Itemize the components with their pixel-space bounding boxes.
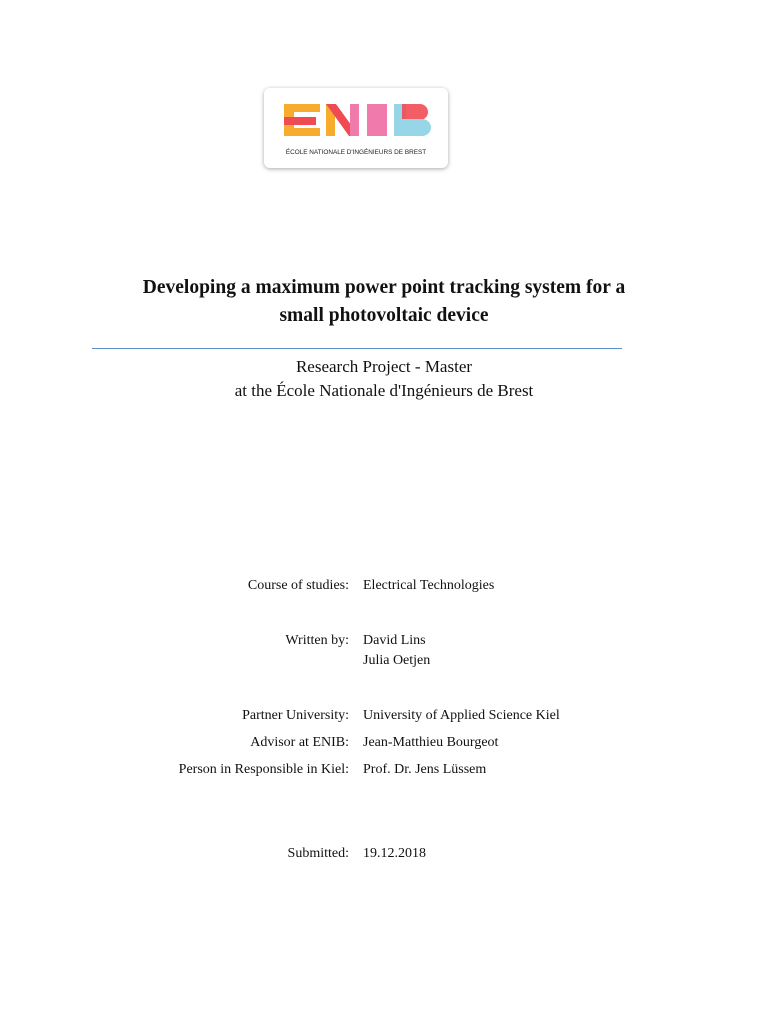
advisor-label: Advisor at ENIB:: [250, 735, 349, 750]
submitted-row: [60, 844, 708, 866]
partner-label: Partner University:: [242, 708, 349, 723]
subtitle-line-2: at the École Nationale d'Ingénieurs de Brest: [234, 381, 534, 400]
written-by-row-2: [60, 651, 708, 673]
course-value: Electrical Technologies: [363, 578, 495, 593]
written-by-label: Written by:: [285, 633, 349, 648]
partner-row: [60, 706, 708, 728]
document-title-line-1: Developing a maximum power point tracking system for a: [142, 277, 626, 298]
course-row: [60, 576, 708, 598]
author-1: David Lins: [363, 633, 426, 648]
responsible-label: Person in Responsible in Kiel:: [178, 762, 349, 777]
course-label: Course of studies:: [247, 578, 349, 593]
enib-logo: [264, 88, 448, 168]
submitted-value: 19.12.2018: [363, 846, 426, 861]
document-title-line-2: small photovoltaic device: [279, 305, 489, 326]
submitted-label: Submitted:: [287, 846, 349, 861]
title-divider: [92, 348, 622, 349]
responsible-row: [60, 760, 708, 782]
document-title: [60, 274, 708, 330]
subtitle-line-1: Research Project - Master: [295, 357, 473, 376]
enib-logo-graphic: [264, 88, 448, 168]
partner-value: University of Applied Science Kiel: [363, 708, 560, 723]
advisor-row: [60, 733, 708, 755]
written-by-row: [60, 631, 708, 653]
advisor-value: Jean-Matthieu Bourgeot: [363, 735, 499, 750]
responsible-value: Prof. Dr. Jens Lüssem: [363, 762, 487, 777]
author-2: Julia Oetjen: [363, 653, 431, 668]
enib-logo-tagline: ÉCOLE NATIONALE D'INGÉNIEURS DE BREST: [285, 149, 427, 156]
document-subtitle: [60, 355, 708, 403]
